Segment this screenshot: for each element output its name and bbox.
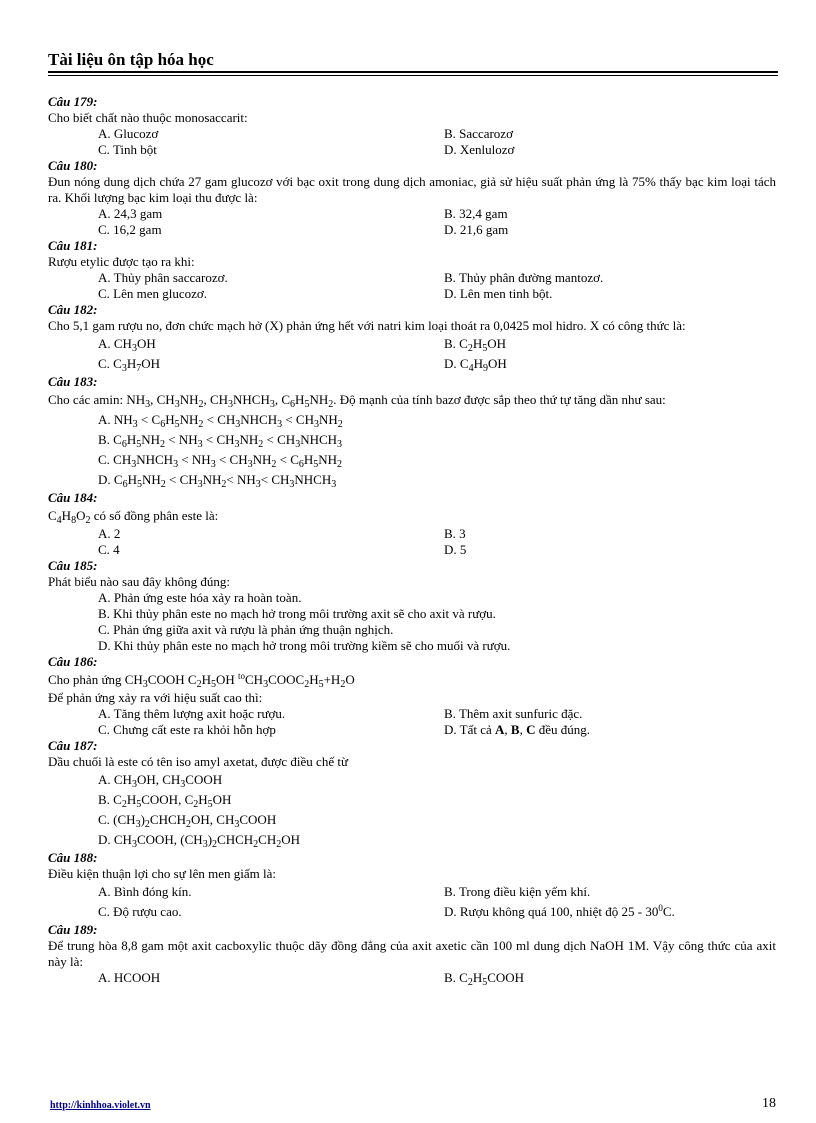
option-b: B. Khi thủy phân este no mạch hở trong môi trường axit sẽ cho axit và rượu.	[98, 606, 496, 621]
option-c: C. $C_3H_7OH$	[98, 356, 161, 374]
question-text: Dầu chuối là este có tên iso amyl axetat, được điều chế từ	[48, 754, 349, 769]
footer-website-link[interactable]: http://kinhhoa.violet.vn	[50, 1100, 151, 1111]
option-d: D. Rượu không quá 100, nhiệt độ $25 - 30^0C$.	[444, 903, 675, 919]
option-c: C. 16,2 gam	[98, 222, 162, 237]
option-d: D. $C_4H_9OH$	[444, 356, 507, 374]
question	[48, 238, 776, 302]
option-b: B. Thêm axit sunfuric đặc.	[444, 706, 583, 721]
option-a: A. $CH_3OH$	[98, 336, 156, 354]
question-text: Đun nóng dung dịch chứa 27 gam glucozơ với bạc oxit trong dung dịch amoniac, giả sử hiệu suất phản ứng là 75% thấy bạc kim loại tách ra. Khối lượng bạc kim loại thu được là:	[48, 174, 776, 205]
option-a: A. Tăng thêm lượng axit hoặc rượu.	[98, 706, 286, 721]
option-c: C. Lên men glucozơ.	[98, 286, 208, 301]
question-label: Câu 182:	[48, 302, 98, 317]
page-header	[48, 50, 778, 70]
option-c: C. 4	[98, 542, 120, 557]
option-a: A. Glucozơ	[98, 126, 159, 141]
question-text: Phát biểu nào sau đây không đúng:	[48, 574, 230, 589]
option-a: A. Phản ứng este hóa xảy ra hoàn toàn.	[98, 590, 302, 605]
question-label: Câu 186:	[48, 654, 98, 669]
question-label: Câu 185:	[48, 558, 98, 573]
option-a: A. Bình đóng kín.	[98, 884, 192, 899]
option-b: B. $C_6H_5NH_2 < NH_3 < CH_3NH_2$ < $CH_3NHCH_3$	[98, 432, 343, 450]
question-label: Câu 180:	[48, 158, 98, 173]
question-label: Câu 179:	[48, 94, 98, 109]
option-a: A. 2	[98, 526, 121, 541]
question	[48, 850, 776, 922]
question	[48, 302, 776, 374]
option-a: A. 24,3 gam	[98, 206, 163, 221]
question	[48, 490, 776, 558]
question-text: Rượu etylic được tạo ra khi:	[48, 254, 195, 269]
question-text: $C_4H_8O_2$ có số đồng phân este là:	[48, 508, 219, 526]
question-text: Cho các amin: $NH_3$, $CH_3NH_2$, $CH_3NHCH_3$, $C_6H_5NH_2$. Độ mạnh của tính bazơ được sắp theo thứ tự tăng dần như sau:	[48, 392, 666, 410]
option-c: C. $CH_3NHCH_3 < NH_3 < CH_3NH_2 < C_6H_5NH_2$	[98, 452, 343, 470]
option-b: B. $C_2H_5OH$	[444, 336, 507, 354]
question-subtext: Để phản ứng xảy ra với hiệu suất cao thì:	[48, 690, 263, 705]
question	[48, 922, 776, 986]
question-text: Cho biết chất nào thuộc monosaccarit:	[48, 110, 248, 125]
option-d: D. 5	[444, 542, 467, 557]
option-c: C. Chưng cất este ra khỏi hỗn hợp	[98, 722, 276, 737]
option-b: B. 3	[444, 526, 466, 541]
question-label: Câu 184:	[48, 490, 98, 505]
option-c: C. Phản ứng giữa axit và rượu là phản ứng thuận nghịch.	[98, 622, 394, 637]
option-d: D. Lên men tinh bột.	[444, 286, 553, 301]
option-d: D. Xenlulozơ	[444, 142, 515, 157]
option-d: D. $C_6H_5NH_2 < CH_3NH_2< NH_3<$ $CH_3NHCH_3$	[98, 472, 337, 490]
question	[48, 654, 776, 738]
option-c: C. Độ rượu cao.	[98, 904, 182, 919]
question-list	[48, 94, 776, 986]
option-a: A. $NH_3 < C_6H_5NH_2$ < $CH_3NHCH_3 < CH_3NH_2$	[98, 412, 343, 430]
option-a: A. HCOOH	[98, 970, 161, 985]
option-d: D. $CH_3COOH$, $(CH_3)_2CHCH_2CH_2OH$	[98, 832, 300, 850]
option-b: B. $C_2H_5COOH$	[444, 970, 525, 988]
question	[48, 738, 776, 850]
option-b: B. 32,4 gam	[444, 206, 508, 221]
question-text: Điều kiện thuận lợi cho sự lên men giấm là:	[48, 866, 277, 881]
option-d: D. Khi thủy phân este no mạch hở trong môi trường kiềm sẽ cho muối và rượu.	[98, 638, 511, 653]
question	[48, 94, 776, 158]
question	[48, 558, 776, 654]
option-b: B. Saccarozơ	[444, 126, 513, 141]
option-a: A. Thủy phân saccarozơ.	[98, 270, 228, 285]
document-title: Tài liệu ôn tập hóa học	[48, 50, 214, 69]
question	[48, 158, 776, 238]
question	[48, 374, 776, 490]
question-text: Cho 5,1 gam rượu no, đơn chức mạch hở (X) phản ứng hết với natri kim loại thoát ra 0,0425 mol hidro. X có công thức là:	[48, 318, 686, 333]
option-c: C. Tinh bột	[98, 142, 157, 157]
option-a: A. $CH_3OH$, $CH_3COOH$	[98, 772, 223, 790]
question-label: Câu 189:	[48, 922, 98, 937]
question-label: Câu 188:	[48, 850, 98, 865]
option-d: D. 21,6 gam	[444, 222, 509, 237]
question-label: Câu 187:	[48, 738, 98, 753]
question-text: Để trung hòa 8,8 gam một axit cacboxylic thuộc dãy đồng đẳng của axit axetic cần 100 ml dung dịch NaOH 1M. Vậy công thức của axit này là:	[48, 938, 776, 969]
question-label: Câu 181:	[48, 238, 98, 253]
header-rule-thin	[48, 75, 778, 76]
option-b: B. Thủy phân đường mantozơ.	[444, 270, 604, 285]
question-text: Cho phản ứng $CH_3COOH$ $C_2H_5OH$ $^{to}CH_3COOC_2H_5+H_2O$	[48, 671, 355, 690]
option-b: B. Trong điều kiện yếm khí.	[444, 884, 591, 899]
option-d: D. Tất cả A, B, C đều đúng.	[444, 722, 591, 737]
header-rule	[48, 71, 778, 73]
option-c: C. $(CH_3)_2CHCH_2OH$, $CH_3COOH$	[98, 812, 277, 830]
page-number: 18	[762, 1096, 776, 1111]
option-b: B. $C_2H_5COOH$, $C_2H_5OH$	[98, 792, 232, 810]
question-label: Câu 183:	[48, 374, 98, 389]
